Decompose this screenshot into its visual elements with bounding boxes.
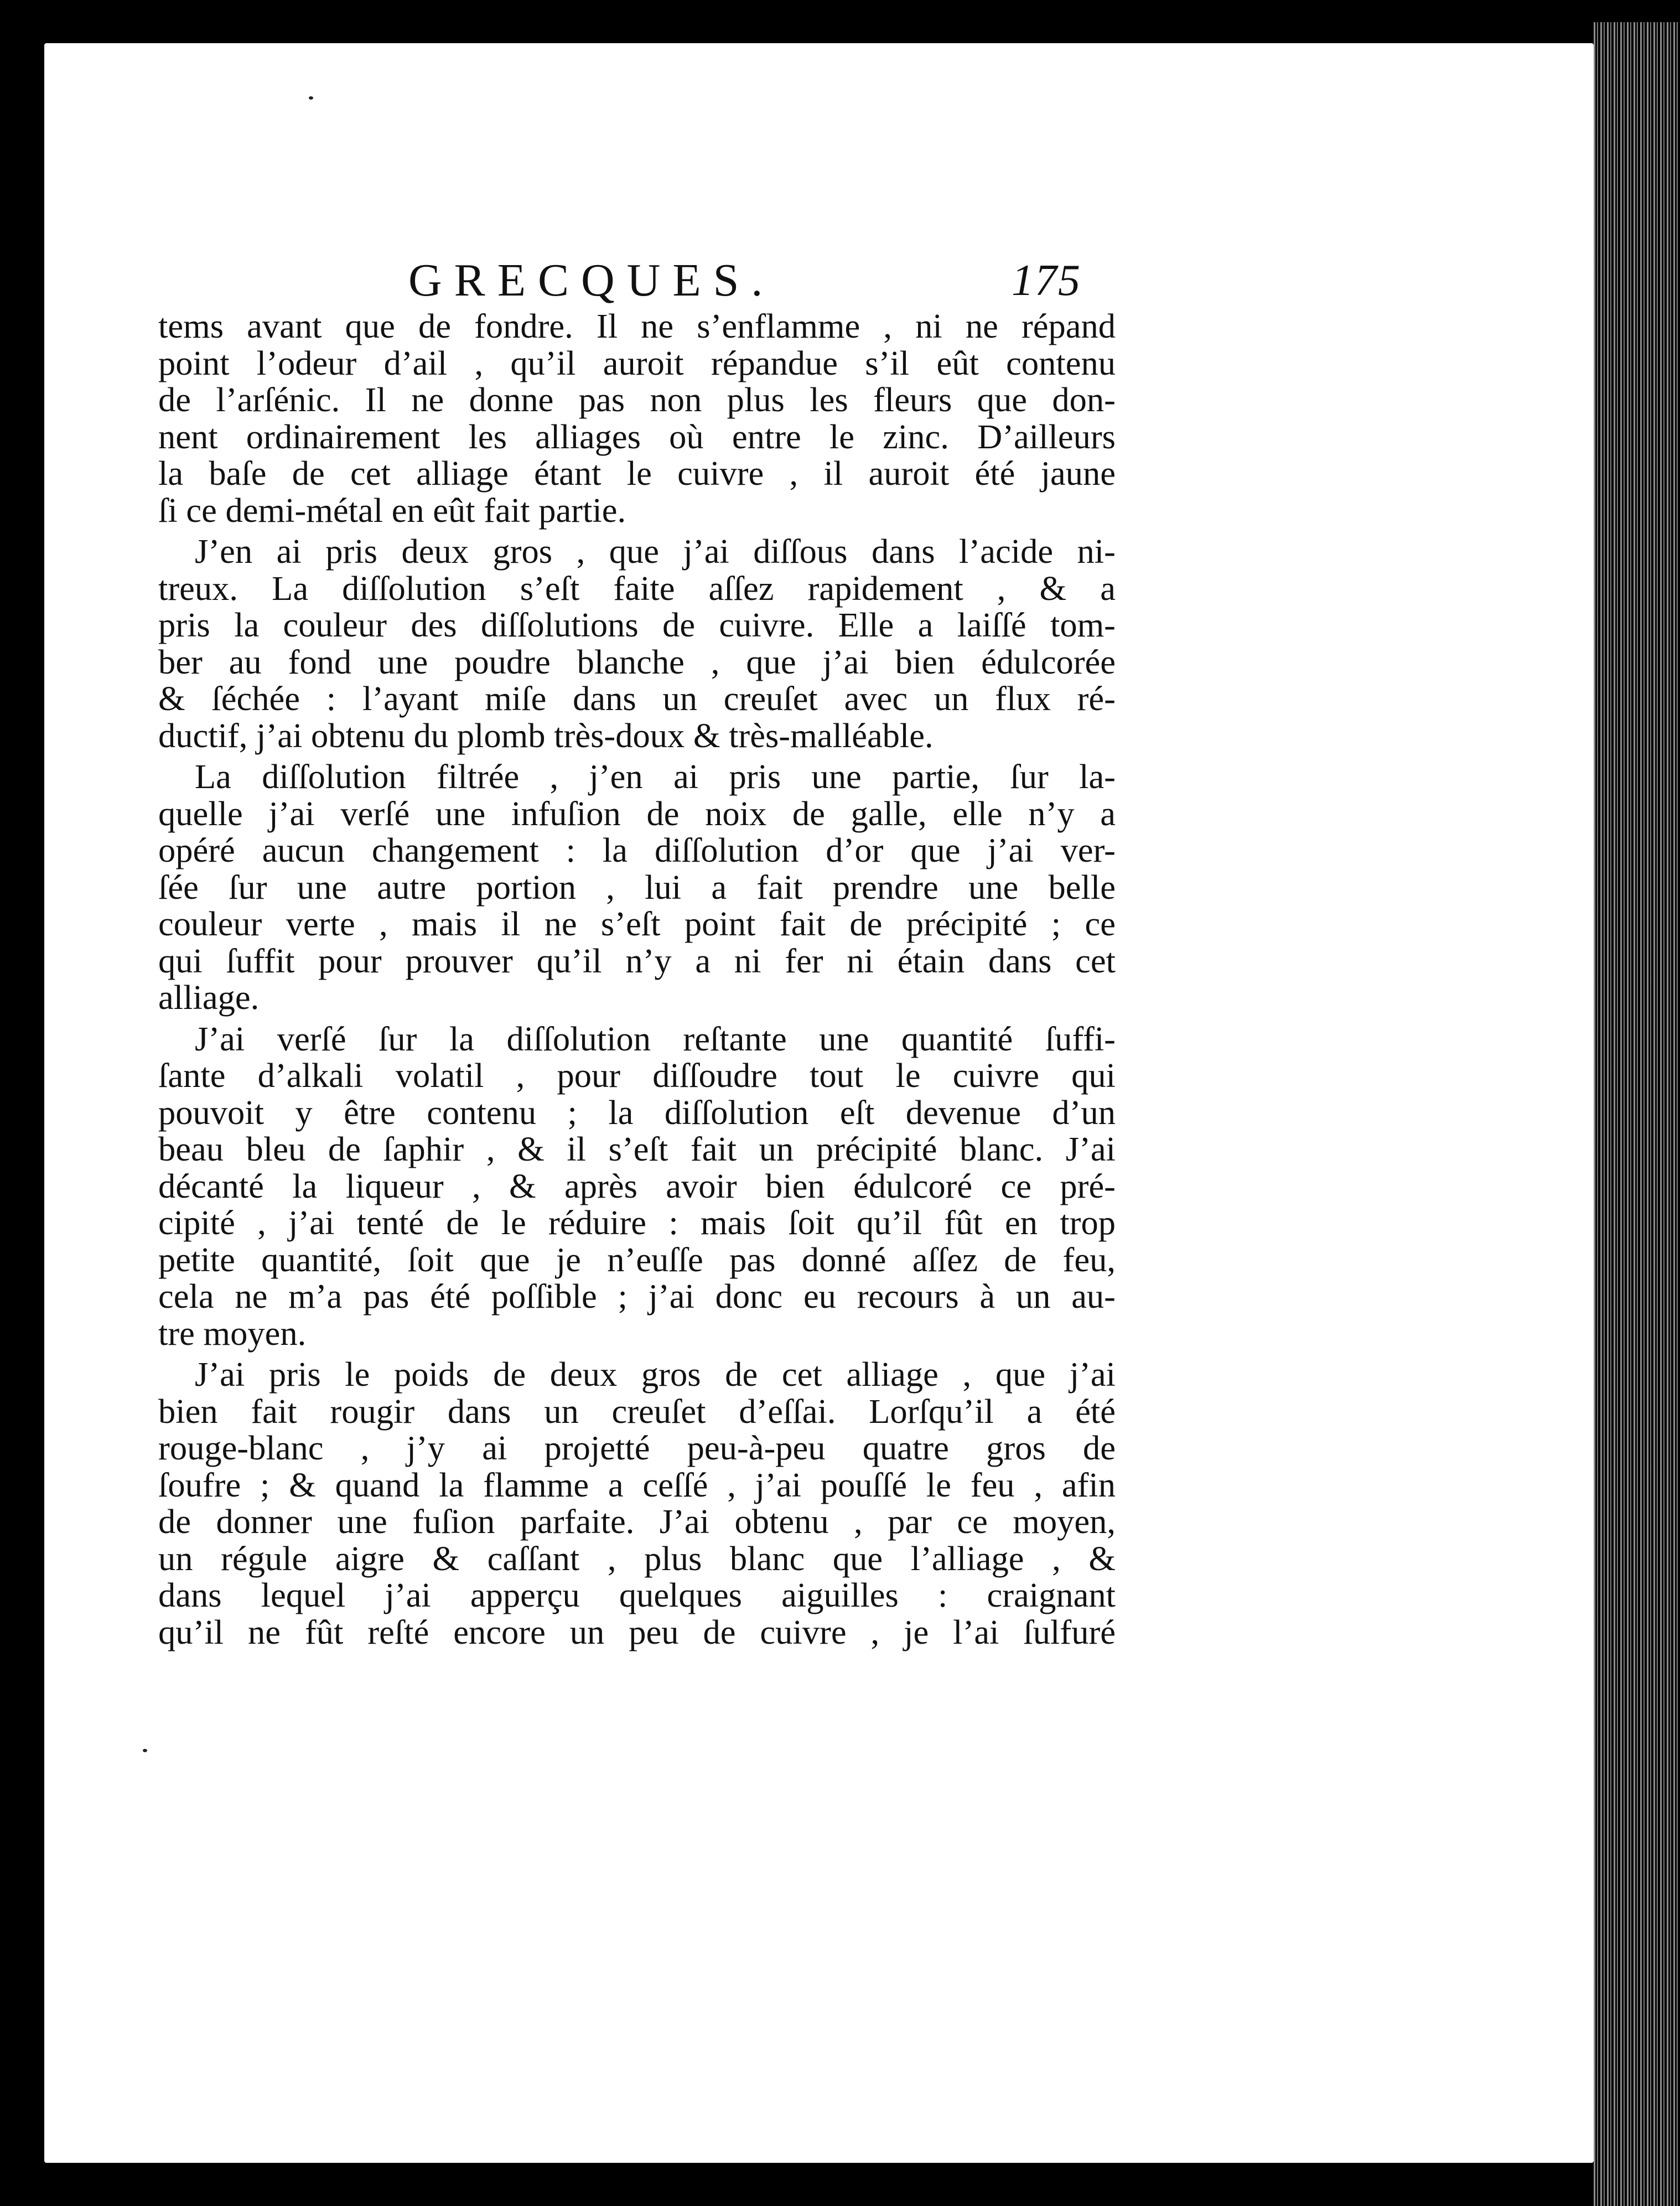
text-line: J’ai pris le poids de deux gros de cet alliage , que j’ai bbox=[195, 1355, 1116, 1394]
text-line: quelle j’ai verſé une infuſion de noix de galle, elle n’y a bbox=[158, 794, 1116, 833]
text-line: opéré aucun changement : la diſſolution d’or que j’ai ver- bbox=[158, 831, 1116, 869]
paragraph bbox=[158, 758, 1116, 1016]
text-line: point l’odeur d’ail , qu’il auroit répandue s’il eût contenu bbox=[158, 343, 1116, 382]
text-line: alliage. bbox=[158, 978, 260, 1017]
page-edge bbox=[1594, 22, 1680, 2206]
page-number: 175 bbox=[1012, 256, 1081, 305]
text-line: la baſe de cet alliage étant le cuivre , il auroit été jaune bbox=[158, 454, 1116, 493]
body-text bbox=[158, 308, 1116, 1650]
text-line: & ſéchée : l’ayant miſe dans un creuſet avec un flux ré- bbox=[158, 679, 1116, 718]
text-line: de l’arſénic. Il ne donne pas non plus les fleurs que don- bbox=[158, 380, 1116, 419]
text-line: cipité , j’ai tenté de le réduire : mais ſoit qu’il fût en trop bbox=[158, 1203, 1116, 1242]
text-line: beau bleu de ſaphir , & il s’eſt fait un précipité blanc. J’ai bbox=[158, 1130, 1116, 1168]
ink-speck bbox=[309, 96, 313, 100]
text-line: J’ai verſé ſur la diſſolution reſtante une quantité ſuffi- bbox=[195, 1019, 1116, 1058]
text-line: nent ordinairement les alliages où entre le zinc. D’ailleurs bbox=[158, 417, 1116, 456]
running-head: GRECQUES. bbox=[408, 255, 775, 306]
text-line: décanté la liqueur , & après avoir bien édulcoré ce pré- bbox=[158, 1166, 1116, 1205]
text-line: dans lequel j’ai apperçu quelques aiguilles : craignant bbox=[158, 1576, 1116, 1614]
text-line: qu’il ne fût reſté encore un peu de cuivre , je l’ai ſulfuré bbox=[158, 1612, 1116, 1651]
text-line: petite quantité, ſoit que je n’euſſe pas donné aſſez de feu, bbox=[158, 1240, 1116, 1279]
text-line: ſante d’alkali volatil , pour diſſoudre tout le cuivre qui bbox=[158, 1056, 1116, 1095]
text-line: pouvoit y être contenu ; la diſſolution eſt devenue d’un bbox=[158, 1092, 1116, 1132]
text-line: J’en ai pris deux gros , que j’ai diſſous dans l’acide ni- bbox=[195, 532, 1116, 571]
text-line: pris la couleur des diſſolutions de cuivre. Elle a laiſſé tom- bbox=[158, 605, 1116, 644]
text-line: qui ſuffit pour prouver qu’il n’y a ni fer ni étain dans cet bbox=[158, 941, 1116, 980]
text-line: rouge-blanc , j’y ai projetté peu-à-peu quatre gros de bbox=[158, 1428, 1116, 1467]
text-line: de donner une fuſion parfaite. J’ai obtenu , par ce moyen, bbox=[158, 1502, 1116, 1541]
text-line: couleur verte , mais il ne s’eſt point fait de précipité ; ce bbox=[158, 904, 1116, 943]
book-page bbox=[44, 43, 1594, 2163]
text-line: ſée ſur une autre portion , lui a fait prendre une belle bbox=[158, 867, 1116, 907]
text-line: ductif, j’ai obtenu du plomb très-doux & très-malléable. bbox=[158, 716, 934, 755]
text-line: tre moyen. bbox=[158, 1313, 307, 1353]
paragraph bbox=[158, 533, 1116, 754]
ink-speck bbox=[143, 1749, 147, 1752]
page-header bbox=[44, 253, 1594, 314]
text-line: ber au fond une poudre blanche , que j’ai bien édulcorée bbox=[158, 642, 1116, 681]
text-line: cela ne m’a pas été poſſible ; j’ai donc eu recours à un au- bbox=[158, 1277, 1116, 1316]
paragraph bbox=[158, 308, 1116, 529]
text-line: ſoufre ; & quand la flamme a ceſſé , j’ai pouſſé le feu , afin bbox=[158, 1465, 1116, 1504]
text-line: un régule aigre & caſſant , plus blanc que l’alliage , & bbox=[158, 1539, 1116, 1578]
text-line: ſi ce demi-métal en eût fait partie. bbox=[158, 490, 626, 530]
paragraph bbox=[158, 1356, 1116, 1650]
text-line: tems avant que de fondre. Il ne s’enflamme , ni ne répand bbox=[158, 307, 1116, 345]
text-line: bien fait rougir dans un creuſet d’eſſai. Lorſqu’il a été bbox=[158, 1391, 1116, 1431]
text-line: La diſſolution filtrée , j’en ai pris une partie, ſur la- bbox=[195, 757, 1116, 796]
paragraph bbox=[158, 1021, 1116, 1352]
text-line: treux. La diſſolution s’eſt faite aſſez rapidement , & a bbox=[158, 568, 1116, 608]
